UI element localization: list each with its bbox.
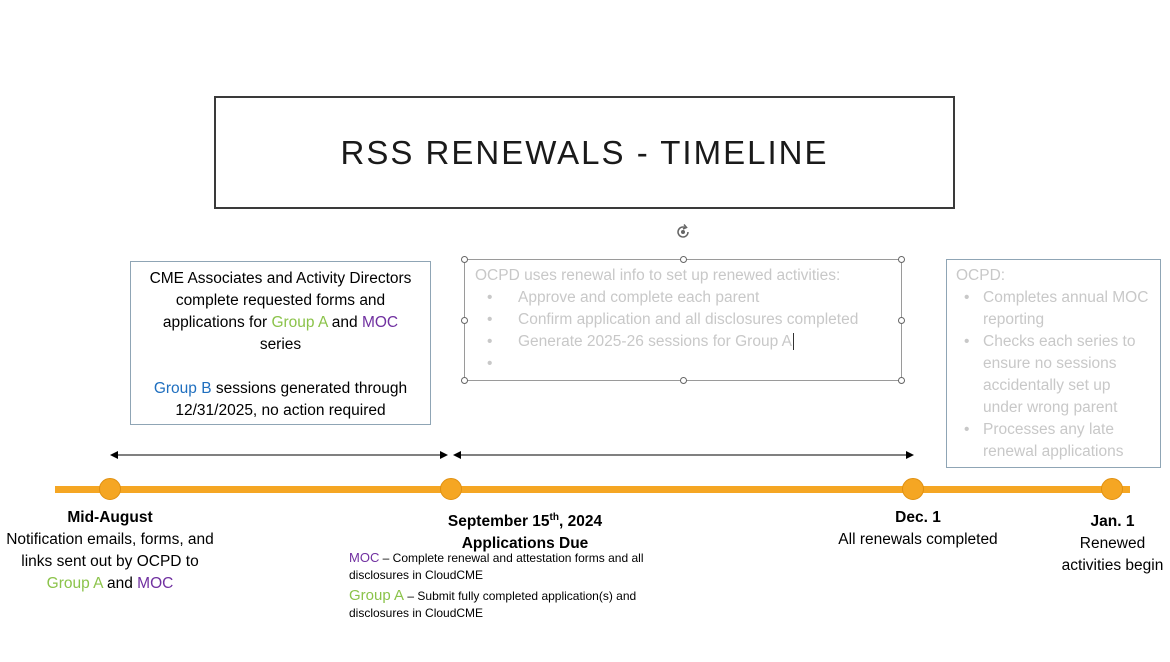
m2-title-post: , 2024 bbox=[559, 513, 603, 531]
text-cursor bbox=[793, 333, 794, 350]
resize-handle-ne[interactable] bbox=[898, 256, 905, 263]
group-a-label: Group A bbox=[46, 575, 103, 592]
milestone-text: Renewed activities begin bbox=[1061, 535, 1164, 574]
group-a-label: Group A bbox=[349, 587, 405, 604]
moc-label: MOC bbox=[137, 575, 174, 592]
resize-handle-s[interactable] bbox=[680, 377, 687, 384]
right-box-heading: OCPD: bbox=[956, 267, 1006, 284]
milestone-dec bbox=[818, 507, 1018, 551]
middle-bullet-1-text: Approve and complete each parent bbox=[518, 289, 760, 306]
middle-bullet-2-text: Confirm application and all disclosures completed bbox=[518, 311, 859, 328]
left-box-line1: CME Associates and Activity Directors complete requested forms and applications for bbox=[149, 270, 412, 331]
moc-detail bbox=[349, 549, 694, 584]
milestone-title: Mid-August bbox=[67, 509, 153, 526]
milestone-september bbox=[400, 507, 650, 555]
slide-title: RSS RENEWALS - TIMELINE bbox=[340, 133, 829, 171]
resize-handle-n[interactable] bbox=[680, 256, 687, 263]
group-a-detail bbox=[349, 587, 694, 622]
right-bullet-2-text: Checks each series to ensure no sessions accidentally set up under wrong parent bbox=[983, 333, 1136, 416]
right-bullet-1-text: Completes annual MOC reporting bbox=[983, 289, 1149, 328]
milestone-marker-jan bbox=[1101, 478, 1123, 500]
bullet-dot: • bbox=[487, 333, 493, 350]
right-bullet-2 bbox=[956, 331, 1151, 419]
milestone-jan bbox=[1060, 511, 1165, 577]
milestone-marker-dec bbox=[902, 478, 924, 500]
resize-handle-e[interactable] bbox=[898, 317, 905, 324]
bullet-dot: • bbox=[964, 289, 970, 306]
group-b-text: sessions generated through 12/31/2025, no action required bbox=[175, 380, 408, 419]
milestone-marker-sep bbox=[440, 478, 462, 500]
right-bullet-1 bbox=[956, 287, 1151, 331]
m2-title-pre: September 15 bbox=[447, 513, 550, 531]
bullet-dot: • bbox=[964, 333, 970, 350]
m1-text: Notification emails, forms, and links sent out by OCPD to bbox=[6, 531, 214, 570]
moc-label: MOC bbox=[361, 314, 399, 331]
middle-bullet-1 bbox=[475, 287, 891, 309]
middle-bullet-2 bbox=[475, 309, 891, 331]
bullet-dot: • bbox=[487, 355, 493, 372]
duration-arrows bbox=[105, 448, 920, 462]
and-text: and bbox=[331, 314, 358, 331]
middle-text-box-selected[interactable] bbox=[464, 259, 902, 381]
middle-bullet-3 bbox=[475, 331, 891, 353]
milestone-text: All renewals completed bbox=[838, 531, 998, 548]
right-bullet-3 bbox=[956, 419, 1151, 463]
group-a-detail-text: – Submit fully completed application(s) and disclosures in CloudCME bbox=[349, 589, 637, 620]
resize-handle-sw[interactable] bbox=[461, 377, 468, 384]
left-box-paragraph-1 bbox=[141, 268, 420, 356]
milestone-text bbox=[5, 529, 215, 595]
bullet-dot: • bbox=[487, 311, 493, 328]
left-text-box[interactable] bbox=[130, 261, 431, 425]
timeline-bar bbox=[55, 486, 1130, 493]
resize-handle-se[interactable] bbox=[898, 377, 905, 384]
right-bullet-3-text: Processes any late renewal applications bbox=[983, 421, 1124, 460]
middle-box-heading: OCPD uses renewal info to set up renewed activities: bbox=[475, 267, 841, 284]
resize-handle-nw[interactable] bbox=[461, 256, 468, 263]
milestone-september-details bbox=[349, 549, 694, 622]
bullet-dot: • bbox=[964, 421, 970, 438]
middle-bullet-3-text: Generate 2025-26 sessions for Group A bbox=[518, 333, 792, 350]
group-a-label: Group A bbox=[271, 314, 328, 331]
moc-label: MOC bbox=[349, 550, 380, 565]
left-box-paragraph-2 bbox=[141, 378, 420, 422]
milestone-title: Dec. 1 bbox=[895, 509, 941, 526]
moc-detail-text: – Complete renewal and attestation forms and all disclosures in CloudCME bbox=[349, 551, 644, 582]
milestone-marker-aug bbox=[99, 478, 121, 500]
rotate-handle-icon[interactable] bbox=[673, 222, 693, 242]
resize-handle-w[interactable] bbox=[461, 317, 468, 324]
group-b-label: Group B bbox=[153, 380, 212, 397]
and-text: and bbox=[106, 575, 133, 592]
title-box[interactable] bbox=[214, 96, 955, 209]
milestone-mid-august bbox=[5, 507, 215, 595]
bullet-dot: • bbox=[487, 289, 493, 306]
milestone-subtitle: Applications Due bbox=[461, 535, 589, 553]
right-text-box[interactable] bbox=[946, 259, 1161, 468]
milestone-title bbox=[400, 507, 650, 533]
series-text: series bbox=[259, 336, 302, 353]
milestone-title: Jan. 1 bbox=[1090, 513, 1135, 530]
m2-title-sup: th bbox=[549, 512, 559, 523]
